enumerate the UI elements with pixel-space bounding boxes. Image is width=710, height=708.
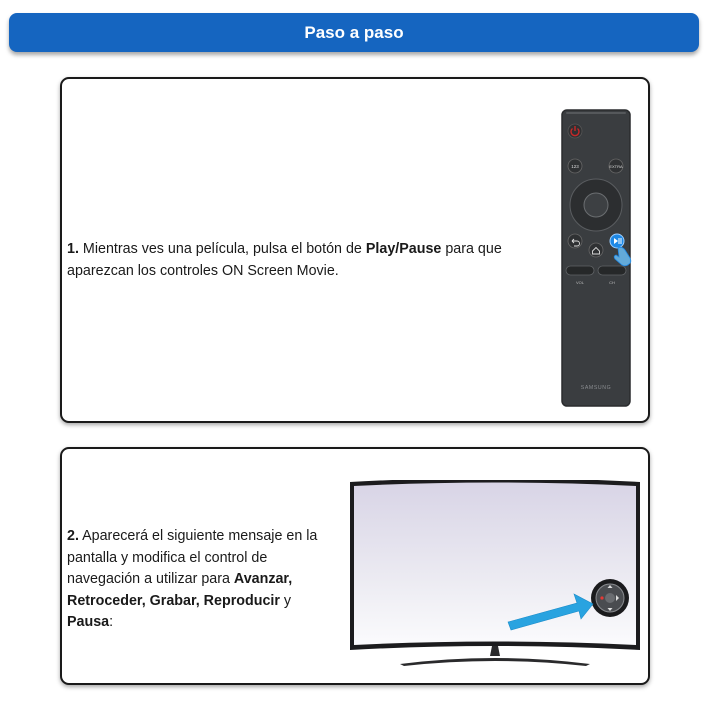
step-1-text-part: para que aparezcan los controles ON Screen Movie. (67, 241, 502, 279)
ch-label: CH (609, 280, 615, 285)
select-button-icon (584, 193, 608, 217)
tv-screen (354, 483, 636, 646)
step-2-text-part: y (279, 592, 292, 609)
step-2-text-part: : (109, 614, 114, 630)
step-2-number: 2. (67, 528, 79, 544)
page-title: Paso a paso (304, 22, 404, 42)
step-2-text-part: Aparecerá el siguiente mensaje en la pantalla y modifica el control de navegación a utilizar para (67, 528, 318, 587)
tv-stand (490, 646, 500, 656)
step-2-card (60, 447, 650, 685)
brand-label: SAMSUNG (580, 385, 612, 391)
step-1-text-part: Mientras ves una película, pulsa el botón de (78, 241, 366, 257)
extra-label: EXTRA (609, 164, 623, 169)
vol-label: VOL (575, 280, 585, 285)
step-1-text (67, 239, 537, 282)
pause-label: Pausa (67, 614, 110, 630)
curved-tv-image (348, 480, 642, 670)
volume-rocker (566, 266, 594, 275)
step-1-card (60, 77, 650, 423)
step-1-number: 1. (67, 241, 79, 257)
header-banner (9, 13, 699, 52)
num-label: 123 (571, 164, 579, 169)
channel-rocker (598, 266, 626, 275)
navigation-actions-label: Avanzar, Retroceder, Grabar, Reproducir (67, 571, 293, 609)
step-2-text (67, 526, 337, 634)
home-button-icon (589, 243, 603, 257)
play-pause-label: Play/Pause (365, 241, 442, 257)
remote-control-image (560, 108, 634, 408)
